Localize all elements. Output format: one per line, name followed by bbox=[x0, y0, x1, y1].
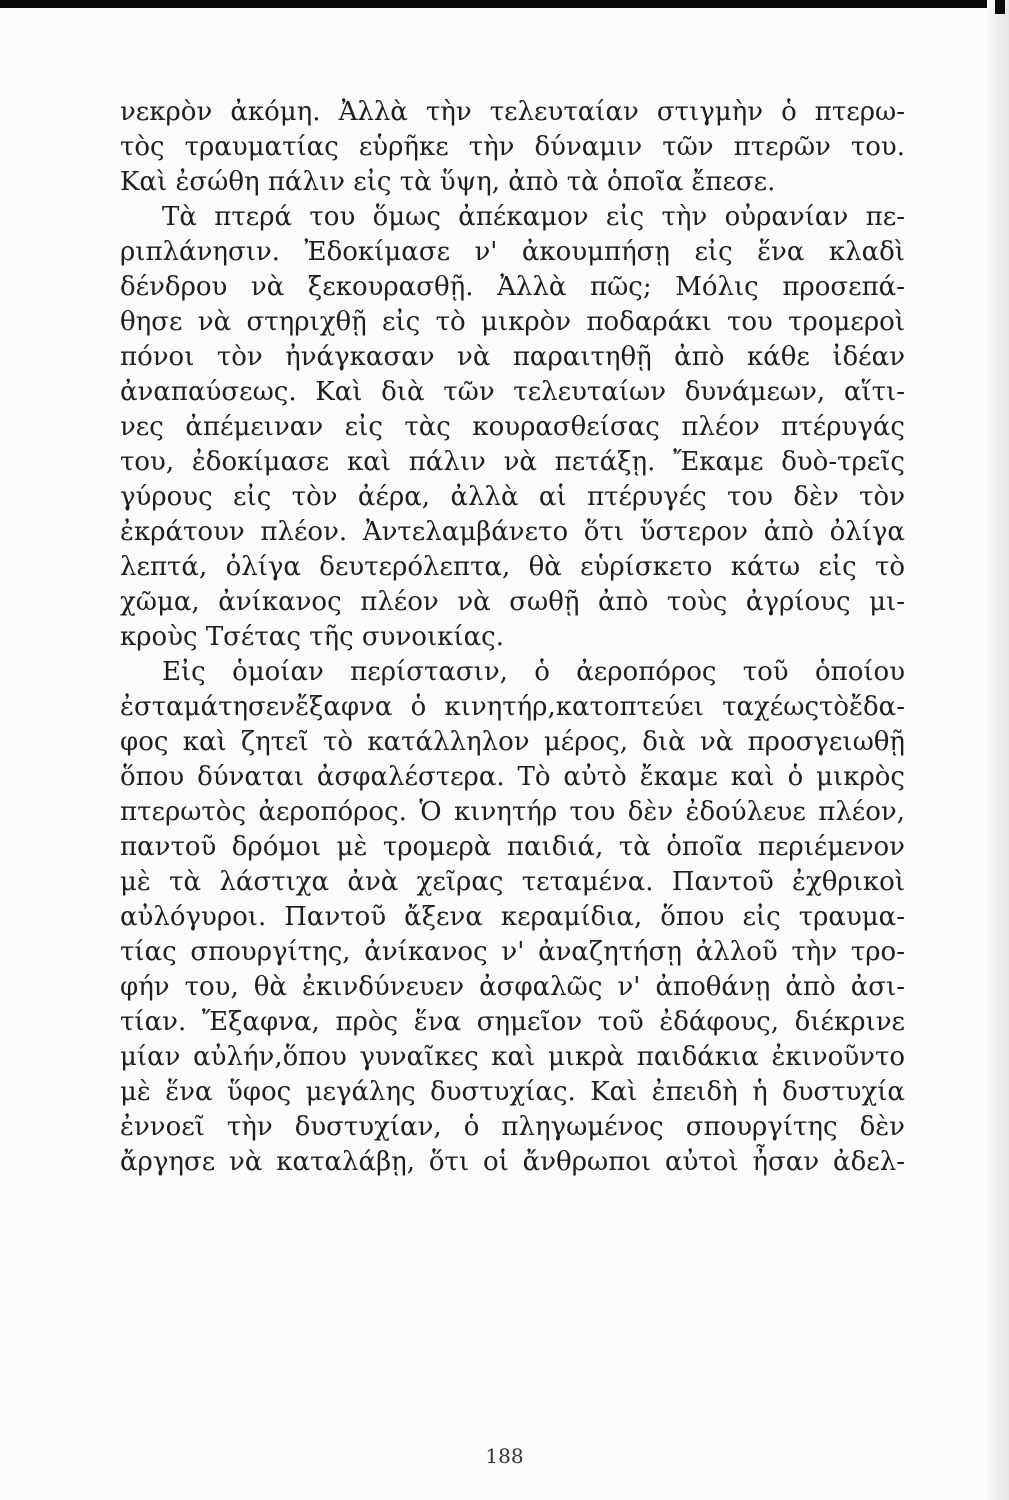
text-line-5: ριπλάνησιν. Ἐδοκίμασε ν' ἀκουμπήσῃ εἰς ἕνα κλαδὶ bbox=[120, 237, 905, 267]
text-line-21: πτερωτὸς ἀεροπόρος. Ὁ κινητήρ του δὲν ἐδούλευε πλέον, bbox=[120, 797, 905, 827]
scan-right-border bbox=[987, 0, 1009, 1500]
text-line-3: Καὶ ἐσώθη πάλιν εἰς τὰ ὕψη, ἀπὸ τὰ ὁποῖα ἔπεσε. bbox=[120, 167, 776, 197]
text-line-25: τίας σπουργίτης, ἀνίκανος ν' ἀναζητήσῃ ἀλλοῦ τὴν τρο- bbox=[120, 937, 905, 967]
text-line-7: θησε νὰ στηριχθῇ εἰς τὸ μικρὸν ποδαράκι του τρομεροὶ bbox=[120, 307, 905, 337]
text-line-11: του, ἐδοκίμασε καὶ πάλιν νὰ πετάξῃ. Ἔκαμε δυὸ-τρεῖς bbox=[120, 447, 905, 477]
text-line-1: νεκρὸν ἀκόμη. Ἀλλὰ τὴν τελευταίαν στιγμὴν ὁ πτερω- bbox=[120, 97, 905, 127]
text-line-28: μίαν αὐλήν,ὅπου γυναῖκες καὶ μικρὰ παιδάκια ἐκινοῦντο bbox=[120, 1042, 905, 1072]
text-line-12: γύρους εἰς τὸν ἀέρα, ἀλλὰ αἱ πτέρυγές του δὲν τὸν bbox=[120, 482, 905, 512]
text-line-17: Εἰς ὁμοίαν περίστασιν, ὁ ἀεροπόρος τοῦ ὁποίου bbox=[162, 657, 905, 687]
text-line-9: ἀναπαύσεως. Καὶ διὰ τῶν τελευταίων δυνάμεων, αἵτι- bbox=[120, 377, 905, 407]
body-text bbox=[120, 95, 905, 1180]
text-line-4: Τὰ πτερά του ὅμως ἀπέκαμον εἰς τὴν οὐρανίαν πε- bbox=[162, 202, 905, 232]
text-line-8: πόνοι τὸν ἠνάγκασαν νὰ παραιτηθῇ ἀπὸ κάθε ἰδέαν bbox=[120, 342, 905, 372]
text-line-10: νες ἀπέμειναν εἰς τὰς κουρασθείσας πλέον πτέρυγάς bbox=[120, 412, 905, 442]
text-line-16: κροὺς Τσέτας τῆς συνοικίας. bbox=[120, 622, 504, 652]
text-line-31: ἄργησε νὰ καταλάβῃ, ὅτι οἱ ἄνθρωποι αὐτοὶ ἦσαν ἀδελ- bbox=[120, 1147, 905, 1177]
text-line-23: μὲ τὰ λάστιχα ἀνὰ χεῖρας τεταμένα. Παντοῦ ἐχθρικοὶ bbox=[120, 867, 905, 897]
text-line-19: φος καὶ ζητεῖ τὸ κατάλληλον μέρος, διὰ νὰ προσγειωθῇ bbox=[120, 727, 905, 757]
text-line-30: ἐννοεῖ τὴν δυστυχίαν, ὁ πληγωμένος σπουργίτης δὲν bbox=[120, 1112, 905, 1142]
scan-top-border bbox=[0, 0, 1009, 8]
text-line-14: λεπτά, ὀλίγα δευτερόλεπτα, θὰ εὑρίσκετο κάτω εἰς τὸ bbox=[120, 552, 905, 582]
text-line-18: ἐσταμάτησενἔξαφνα ὁ κινητήρ,κατοπτεύει ταχέωςτὸἔδα- bbox=[120, 692, 905, 722]
text-line-29: μὲ ἕνα ὕφος μεγάλης δυστυχίας. Καὶ ἐπειδὴ ἡ δυστυχία bbox=[120, 1077, 905, 1107]
text-line-24: αὐλόγυροι. Παντοῦ ἄξενα κεραμίδια, ὅπου εἰς τραυμα- bbox=[120, 902, 905, 932]
text-line-13: ἐκράτουν πλέον. Ἀντελαμβάνετο ὅτι ὕστερον ἀπὸ ὀλίγα bbox=[120, 517, 905, 547]
text-line-26: φήν του, θὰ ἐκινδύνευεν ἀσφαλῶς ν' ἀποθάνῃ ἀπὸ ἀσι- bbox=[120, 972, 905, 1002]
text-line-15: χῶμα, ἀνίκανος πλέον νὰ σωθῇ ἀπὸ τοὺς ἀγρίους μι- bbox=[120, 587, 905, 617]
text-line-2: τὸς τραυματίας εὑρῆκε τὴν δύναμιν τῶν πτερῶν του. bbox=[120, 132, 905, 162]
page-number: 188 bbox=[485, 1444, 524, 1468]
text-line-20: ὅπου δύναται ἀσφαλέστερα. Τὸ αὐτὸ ἔκαμε καὶ ὁ μικρὸς bbox=[120, 762, 905, 792]
text-line-6: δένδρου νὰ ξεκουρασθῇ. Ἀλλὰ πῶς; Μόλις προσεπά- bbox=[120, 272, 905, 302]
text-line-22: παντοῦ δρόμοι μὲ τρομερὰ παιδιά, τὰ ὁποῖα περιέμενον bbox=[120, 832, 905, 862]
text-line-27: τίαν. Ἔξαφνα, πρὸς ἕνα σημεῖον τοῦ ἐδάφους, διέκρινε bbox=[120, 1007, 905, 1037]
